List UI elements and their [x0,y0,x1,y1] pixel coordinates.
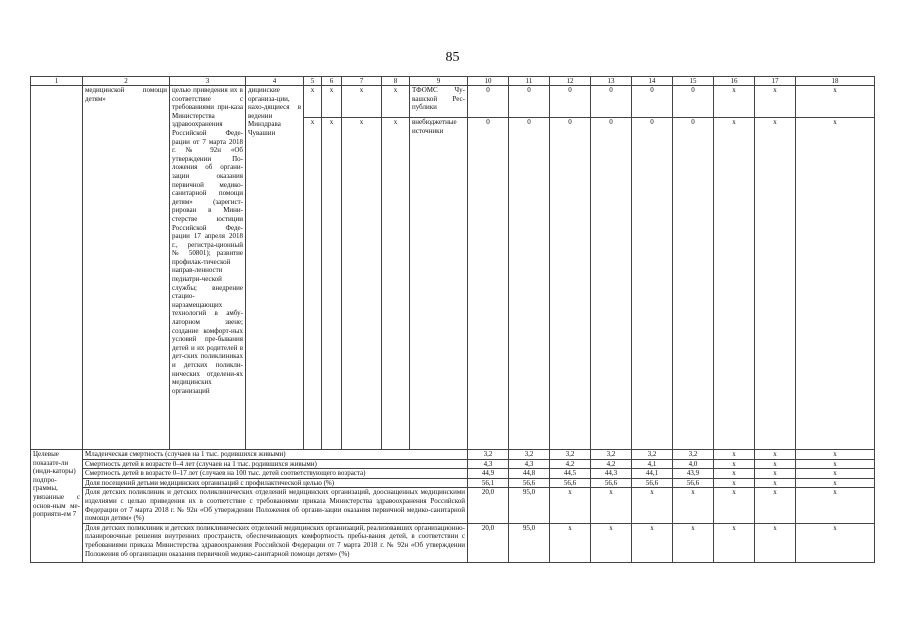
column-number-3: 3 [170,77,246,86]
indicator-value: х [755,450,796,460]
cell: х [382,86,410,118]
indicator-value: 44,8 [509,469,550,479]
indicator-value: х [755,523,796,562]
cell: х [382,118,410,450]
indicator-value: х [796,523,875,562]
indicator-row [31,469,875,479]
value-cell: 0 [673,118,714,450]
indicator-text: Доля детских поликлиник и детских поликлинических отделений медицинских организаций, дооснащенных медицинскими изделиями с целью приведения их в соответствие с требованиями приказа Министерства здравоохранения Российской Федерации от 7 марта 2018 г. № 92н «Об утверждении Положения об органи-зации оказания первичной медико-санитарной помощи детям» (%) [83,488,468,523]
indicator-value: х [632,523,673,562]
value-cell: 0 [591,86,632,118]
indicator-value: 4,3 [509,459,550,469]
indicator-value: х [796,450,875,460]
column-number-row [31,77,875,86]
indicator-text: Смертность детей в возрасте 0–4 лет (случаев на 1 тыс. родившихся живыми) [83,459,468,469]
column-number-10: 10 [468,77,509,86]
value-cell: 0 [550,86,591,118]
indicator-value: 44,5 [550,469,591,479]
indicator-value: 3,2 [632,450,673,460]
indicator-value: х [714,478,755,488]
column-number-8: 8 [382,77,410,86]
indicator-row [31,450,875,460]
indicator-value: 56,6 [509,478,550,488]
indicator-text: Младенческая смертность (случаев на 1 тыс. родившихся живыми) [83,450,468,460]
value-cell: х [714,86,755,118]
cell: х [322,86,342,118]
indicator-value: 20,0 [468,488,509,523]
indicator-text: Доля детских поликлиник и детских поликлинических отделений медицинских организаций, реализовавших организационно-планировочные решения внутренних пространств, обеспечивающих комфортность пребы-вания детей, в соответствии с требованиями приказа Министерства здравоохранения Российской Федерации от 7 марта 2018 г. № 92н «Об утверждении Положения об организации оказания первичной медико-санитарной помощи детям» (%) [83,523,468,562]
event-name-cell: медицинской помощи детям» [83,86,170,450]
indicator-value: 4,3 [468,459,509,469]
cell: х [322,118,342,450]
indicator-value: 43,9 [673,469,714,479]
column-number-13: 13 [591,77,632,86]
value-cell: х [796,118,875,450]
indicator-value: х [796,478,875,488]
value-cell: 0 [468,118,509,450]
indicator-value: 3,2 [673,450,714,460]
indicator-value: х [632,488,673,523]
column-number-9: 9 [410,77,468,86]
indicator-value: 44,9 [468,469,509,479]
column-number-16: 16 [714,77,755,86]
indicator-value: х [591,523,632,562]
value-cell: 0 [591,118,632,450]
indicator-row [31,478,875,488]
indicator-value: х [755,469,796,479]
indicator-value: 95,0 [509,523,550,562]
value-cell: 0 [468,86,509,118]
col1-cell [31,86,83,450]
indicator-value: х [755,459,796,469]
indicator-value: х [550,488,591,523]
column-number-15: 15 [673,77,714,86]
column-number-4: 4 [246,77,304,86]
indicator-value: 4,0 [673,459,714,469]
indicator-value: 3,2 [550,450,591,460]
value-cell: 0 [632,118,673,450]
value-cell: 0 [632,86,673,118]
indicator-value: х [796,488,875,523]
indicator-value: 56,6 [550,478,591,488]
indicator-value: х [755,488,796,523]
column-number-2: 2 [83,77,170,86]
column-number-17: 17 [755,77,796,86]
event-description-cell: целью приведения их в соответствие с требованиями при-каза Министерства здравоохранения Российской Феде-рации от 7 марта 2018 г. № 92н «Об утверждении По-ложения об органи-зации оказания первичной медико-санитарной помощи детям» (зарегист-рирован в Мини-стерстве юстиции Российской Феде-рации 17 апреля 2018 г., регистра-ционный № 50801); развитие профилак-тической направ-ленности педиатри-ческой службы; внедрение стацио-нарзамещающих технологий в амбу-латорном звене; создание комфорт-ных условий пре-бывания детей и их родителей в дет-ских поликлиниках и детских поликли-нических отделени-ях медицинских организаций [170,86,246,450]
indicator-value: х [714,469,755,479]
indicator-value: 56,6 [632,478,673,488]
indicator-value: х [714,523,755,562]
page-number: 85 [445,50,460,65]
indicator-value: 20,0 [468,523,509,562]
indicator-value: х [714,488,755,523]
indicator-value: х [550,523,591,562]
indicator-value: х [591,488,632,523]
indicator-value: 44,1 [632,469,673,479]
indicator-value: х [714,450,755,460]
column-number-18: 18 [796,77,875,86]
indicator-value: х [673,523,714,562]
column-number-5: 5 [304,77,322,86]
indicator-row [31,488,875,523]
column-number-7: 7 [342,77,382,86]
targets-label-cell: Целевые показате-ли (инди-каторы) подпро-граммы, увязанные с основ-ным ме-роприяти-ем 7 [31,450,83,563]
program-table [30,76,875,563]
value-cell: х [714,118,755,450]
indicator-value: 95,0 [509,488,550,523]
executor-cell: дицинские организа-ции, нахо-дящиеся в ведении Минздрава Чувашии [246,86,304,450]
column-number-14: 14 [632,77,673,86]
column-number-11: 11 [509,77,550,86]
indicator-value: х [796,459,875,469]
value-cell: х [796,86,875,118]
indicator-value: х [673,488,714,523]
funding-source-cell: внебюджетные источники [410,118,468,450]
funding-source-cell: ТФОМС Чу-вашской Рес-публики [410,86,468,118]
cell: х [342,86,382,118]
column-number-12: 12 [550,77,591,86]
value-cell: х [755,118,796,450]
indicator-value: 4,1 [632,459,673,469]
cell: х [342,118,382,450]
funding-row-tfoms [31,86,875,118]
indicator-value: 4,2 [591,459,632,469]
indicator-value: 4,2 [550,459,591,469]
indicator-value: 3,2 [509,450,550,460]
indicator-text: Доля посещений детьми медицинских организаций с профилактической целью (%) [83,478,468,488]
indicator-value: 56,6 [591,478,632,488]
value-cell: 0 [673,86,714,118]
column-number-1: 1 [31,77,83,86]
indicator-value: 3,2 [591,450,632,460]
value-cell: х [755,86,796,118]
indicator-value: х [755,478,796,488]
indicator-value: 56,6 [673,478,714,488]
indicator-value: х [796,469,875,479]
indicator-text: Смертность детей в возрасте 0–17 лет (случаев на 100 тыс. детей соответствующего возраста) [83,469,468,479]
indicator-value: 44,3 [591,469,632,479]
indicator-value: х [714,459,755,469]
value-cell: 0 [509,118,550,450]
column-number-6: 6 [322,77,342,86]
indicator-row [31,459,875,469]
cell: х [304,118,322,450]
value-cell: 0 [550,118,591,450]
indicator-row [31,523,875,562]
indicator-value: 3,2 [468,450,509,460]
cell: х [304,86,322,118]
value-cell: 0 [509,86,550,118]
indicator-value: 56,1 [468,478,509,488]
